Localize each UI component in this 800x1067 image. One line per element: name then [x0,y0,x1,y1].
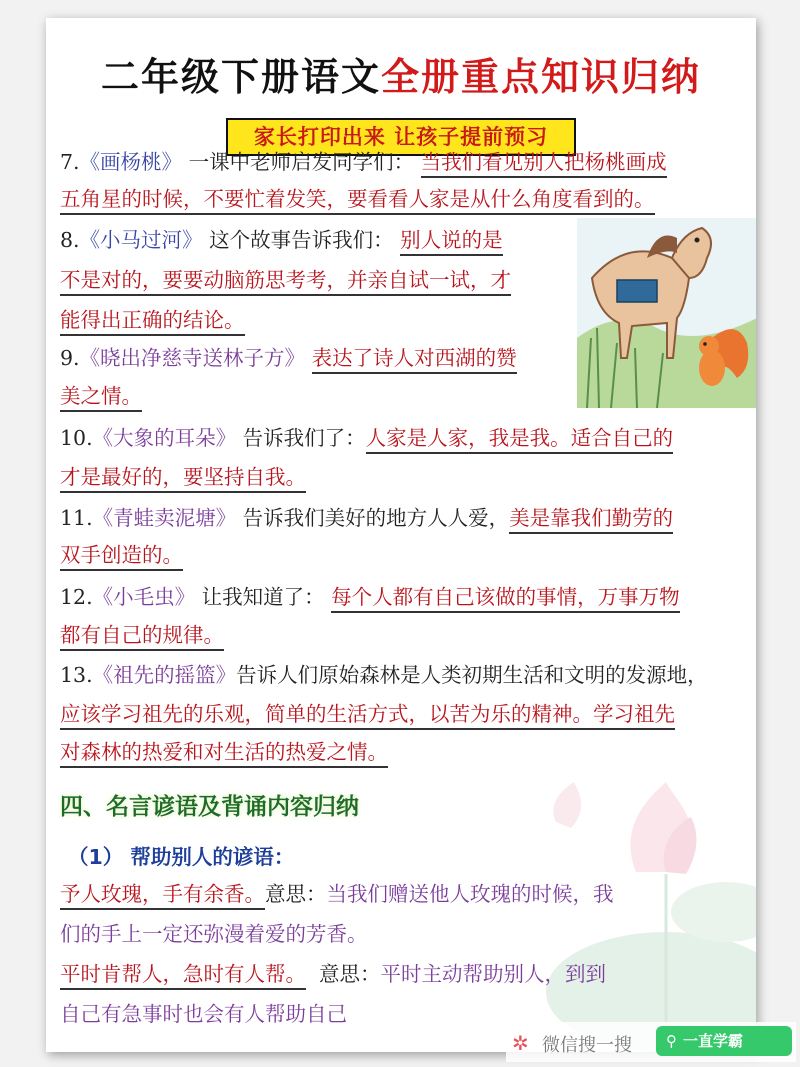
saying-1-line-1 [60,878,614,910]
item-11-answer-1: 美是靠我们勤劳的 [509,506,673,534]
wechat-search-icon: ✲ [512,1031,529,1055]
item-8-answer-1: 别人说的是 [400,228,503,256]
item-11-book: 《青蛙卖泥塘》 [92,506,237,530]
item-9-book: 《晓出净慈寺送林子方》 [79,346,306,370]
saying-2-meaning-1: 平时主动帮助别人，到到 [380,962,607,986]
section-4-heading: 四、名言谚语及背诵内容归纳 [60,794,359,820]
item-8-number: 8. [60,228,80,252]
page-title [46,46,756,101]
saying-1-quote: 予人玫瑰，手有余香。 [60,882,265,910]
wechat-search-watermark [506,1022,796,1062]
item-11-line-1 [60,502,673,534]
account-name: 一直学霸 [683,1032,744,1050]
item-13-text: 告诉人们原始森林是人类初期生活和文明的发源地， [236,663,708,687]
title-part-1: 二年级下册语文 [100,55,381,99]
item-8-answer-3: 能得出正确的结论。 [60,308,245,336]
item-13-book: 《祖先的摇篮》 [92,663,237,687]
item-11-answer-2: 双手创造的。 [60,543,183,571]
saying-1-line-2 [60,918,368,950]
item-8-answer-2: 不是对的，要要动脑筋思考考，并亲自试一试，才 [60,268,511,296]
item-7-answer-1: 当我们看见别人把杨桃画成 [421,150,667,178]
item-8-line-1 [60,224,503,256]
item-7-book: 《画杨桃》 [79,150,183,174]
item-7-line-1 [60,146,667,178]
item-13-answer-1: 应该学习祖先的乐观，简单的生活方式，以苦为乐的精神。学习祖先 [60,702,675,730]
item-11-number: 11. [60,506,93,530]
item-9-line-1 [60,342,517,374]
saying-1-meaning-2: 们的手上一定还弥漫着爱的芳香。 [60,922,368,946]
saying-2-line-1 [60,958,606,990]
saying-1-meaning-1: 当我们赠送他人玫瑰的时候，我 [326,882,614,906]
item-10-answer-1: 人家是人家，我是我。适合自己的 [366,426,674,454]
item-9-answer-2: 美之情。 [60,384,142,412]
item-7-line-2 [60,183,655,215]
document-sheet [46,18,756,1052]
subsection-1-heading: （1） 帮助别人的谚语： [68,845,295,869]
item-12-answer-1: 每个人都有自己该做的事情，万事万物 [331,585,680,613]
item-12-line-2 [60,619,224,651]
item-12-number: 12. [60,585,93,609]
saying-2-meaning-2: 自己有急事时也会有人帮助自己 [60,1002,347,1026]
banner: 家长打印出来 让孩子提前预习 [226,118,576,156]
item-13-line-1 [60,659,708,691]
title-part-2: 全册重点知识归纳 [381,55,702,99]
item-13-number: 13. [60,663,93,687]
item-11-line-2 [60,539,183,571]
item-13-line-3 [60,736,388,768]
item-12-answer-2: 都有自己的规律。 [60,623,224,651]
item-7-number: 7. [60,150,80,174]
watermark-text: 微信搜一搜 [542,1035,632,1056]
item-10-line-2 [60,461,306,493]
item-12-book: 《小毛虫》 [92,585,196,609]
saying-2-label: 意思： [319,962,381,986]
item-10-book: 《大象的耳朵》 [92,426,237,450]
pony-squirrel-illustration [577,218,756,408]
item-7-text: 一课中老师启发同学们： [188,150,415,174]
item-8-line-2 [60,264,511,296]
saying-2-line-2 [60,998,347,1030]
item-12-text: 让我知道了： [201,585,325,609]
item-13-answer-2: 对森林的热爱和对生活的热爱之情。 [60,740,388,768]
saying-2-quote: 平时肯帮人，急时有人帮。 [60,962,306,990]
item-10-line-1 [60,422,673,454]
item-10-answer-2: 才是最好的，要坚持自我。 [60,465,306,493]
magnifier-icon: ⚲ [666,1032,677,1050]
item-13-line-2 [60,698,675,730]
item-8-line-3 [60,304,245,336]
saying-1-label: 意思： [265,882,327,906]
item-10-number: 10. [60,426,93,450]
item-12-line-1 [60,581,680,613]
item-8-book: 《小马过河》 [79,228,203,252]
item-9-number: 9. [60,346,80,370]
item-11-text: 告诉我们美好的地方人人爱， [242,506,510,530]
item-9-answer-1: 表达了诗人对西湖的赞 [312,346,517,374]
item-7-answer-2: 五角星的时候，不要忙着发笑，要看看人家是从什么角度看到的。 [60,187,655,215]
item-8-text: 这个故事告诉我们： [209,228,394,252]
item-10-text: 告诉我们了： [242,426,366,450]
item-9-line-2 [60,380,142,412]
account-search-button[interactable] [656,1026,792,1056]
